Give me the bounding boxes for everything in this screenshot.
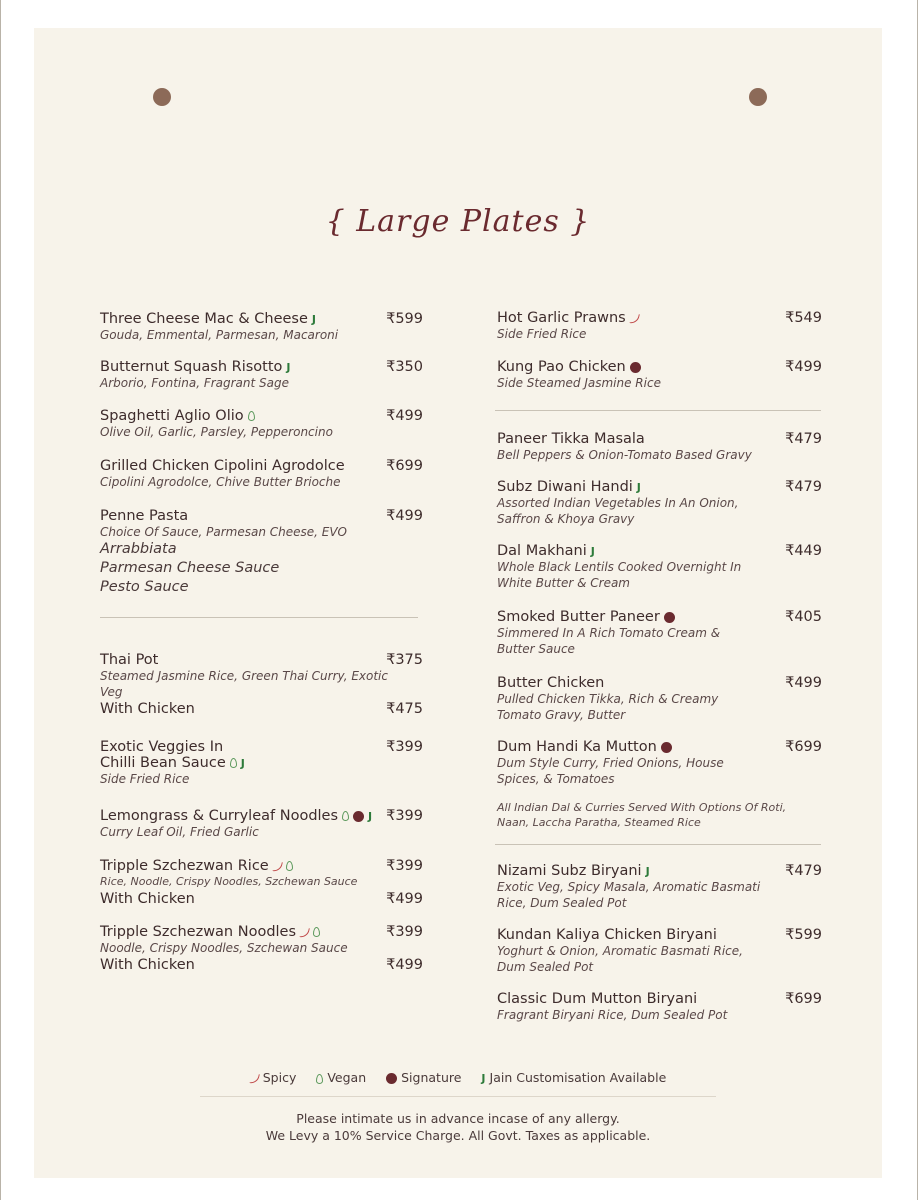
menu-item-aglio-olio xyxy=(100,408,423,440)
item-name: Thai Pot xyxy=(100,652,159,668)
menu-item-mac-cheese xyxy=(100,311,423,343)
signature-icon xyxy=(353,811,364,822)
item-name: Three Cheese Mac & Cheese xyxy=(100,311,308,327)
item-name: Butter Chicken xyxy=(497,675,605,691)
item-name: Smoked Butter Paneer xyxy=(497,609,660,625)
item-name: Spaghetti Aglio Olio xyxy=(100,408,244,424)
item-description: Pulled Chicken Tikka, Rich & Creamy Tomato Gravy, Butter xyxy=(497,692,719,722)
item-description: Assorted Indian Vegetables In An Onion, Saffron & Khoya Gravy xyxy=(497,496,739,526)
sauce-option: Pesto Sauce xyxy=(100,579,189,595)
item-description: Yoghurt & Onion, Aromatic Basmati Rice, Dum Sealed Pot xyxy=(497,944,743,974)
item-price: ₹375 xyxy=(386,652,423,668)
jain-icon: J xyxy=(636,480,641,494)
legend xyxy=(34,1070,882,1085)
item-price: ₹405 xyxy=(785,609,822,625)
legend-jain: J Jain Customisation Available xyxy=(481,1070,667,1085)
legend-signature: Signature xyxy=(386,1070,461,1085)
item-price: ₹499 xyxy=(785,675,822,691)
item-price: ₹499 xyxy=(386,508,423,524)
section-title: { Large Plates } xyxy=(325,204,591,239)
item-name: Tripple Szchezwan Rice xyxy=(100,858,269,874)
punch-hole-left xyxy=(153,88,171,106)
menu-item-cipolini xyxy=(100,458,423,490)
item-description: Side Fried Rice xyxy=(100,772,190,786)
menu-item-dal-makhani xyxy=(497,543,822,591)
item-price: ₹699 xyxy=(785,739,822,755)
item-variant-price: ₹499 xyxy=(386,891,423,907)
menu-item-dum-handi-mutton xyxy=(497,739,822,787)
menu-item-szchezwan-rice xyxy=(100,858,423,907)
frame-border-left xyxy=(0,0,1,1200)
item-description: Exotic Veg, Spicy Masala, Aromatic Basmati Rice, Dum Sealed Pot xyxy=(497,880,761,910)
signature-icon xyxy=(661,742,672,753)
item-description: Steamed Jasmine Rice, Green Thai Curry, Exotic Veg xyxy=(100,669,388,699)
item-price: ₹449 xyxy=(785,543,822,559)
section-divider xyxy=(495,844,821,845)
menu-item-dum-mutton-biryani xyxy=(497,991,822,1023)
menu-item-kundan-biryani xyxy=(497,927,822,975)
item-description: Rice, Noodle, Crispy Noodles, Szchewan Sauce xyxy=(100,875,358,888)
item-description: Whole Black Lentils Cooked Overnight In White Butter & Cream xyxy=(497,560,742,590)
item-description: Dum Style Curry, Fried Onions, House Spices, & Tomatoes xyxy=(497,756,724,786)
section-divider xyxy=(100,617,418,618)
jain-icon: J xyxy=(481,1072,486,1085)
curry-note: All Indian Dal & Curries Served With Options Of Roti, Naan, Laccha Paratha, Steamed Rice xyxy=(497,801,787,829)
item-name: Butternut Squash Risotto xyxy=(100,359,283,375)
menu-item-smoked-paneer xyxy=(497,609,822,657)
menu-item-thai-pot xyxy=(100,652,423,717)
menu-item-szchezwan-noodles xyxy=(100,924,423,973)
jain-icon: J xyxy=(240,756,245,770)
section-divider xyxy=(495,410,821,411)
item-description: Simmered In A Rich Tomato Cream & Butter Sauce xyxy=(497,626,721,656)
legend-spicy: Spicy xyxy=(250,1070,297,1085)
item-price: ₹399 xyxy=(386,858,423,874)
vegan-icon xyxy=(316,1074,323,1084)
menu-item-butter-chicken xyxy=(497,675,822,723)
item-name: Hot Garlic Prawns xyxy=(497,310,626,326)
vegan-icon xyxy=(230,758,237,768)
jain-icon: J xyxy=(645,864,650,878)
item-name: Kung Pao Chicken xyxy=(497,359,626,375)
menu-page xyxy=(34,28,882,1178)
signature-icon xyxy=(664,612,675,623)
item-description: Cipolini Agrodolce, Chive Butter Brioche xyxy=(100,475,341,489)
sauce-option: Arrabbiata xyxy=(100,541,177,557)
menu-item-lemongrass-noodles xyxy=(100,808,423,840)
item-name: Subz Diwani Handi xyxy=(497,479,633,495)
item-variant-price: ₹499 xyxy=(386,957,423,973)
jain-icon: J xyxy=(590,544,595,558)
chili-icon xyxy=(249,1072,260,1084)
item-price: ₹479 xyxy=(785,479,822,495)
menu-item-subz-diwani xyxy=(497,479,822,527)
item-description: Olive Oil, Garlic, Parsley, Pepperoncino xyxy=(100,425,333,439)
item-name: Dum Handi Ka Mutton xyxy=(497,739,657,755)
item-name: Grilled Chicken Cipolini Agrodolce xyxy=(100,458,345,474)
menu-item-risotto xyxy=(100,359,423,391)
item-description: Side Steamed Jasmine Rice xyxy=(497,376,661,390)
item-price: ₹699 xyxy=(386,458,423,474)
item-name: Tripple Szchezwan Noodles xyxy=(100,924,297,940)
item-description: Side Fried Rice xyxy=(497,327,587,341)
item-description: Noodle, Crispy Noodles, Szchewan Sauce xyxy=(100,941,348,955)
legend-vegan: Vegan xyxy=(316,1070,366,1085)
item-price: ₹479 xyxy=(785,431,822,447)
item-variant: With Chicken xyxy=(100,701,195,717)
vegan-icon xyxy=(342,811,349,821)
item-price: ₹499 xyxy=(785,359,822,375)
item-name: Exotic Veggies In xyxy=(100,739,224,755)
item-name: Kundan Kaliya Chicken Biryani xyxy=(497,927,717,943)
jain-icon: J xyxy=(286,360,291,374)
sauce-option: Parmesan Cheese Sauce xyxy=(100,560,280,576)
item-description: Curry Leaf Oil, Fried Garlic xyxy=(100,825,259,839)
chili-icon xyxy=(629,312,640,324)
item-price: ₹399 xyxy=(386,808,423,824)
legend-divider xyxy=(200,1096,716,1097)
item-variant-price: ₹475 xyxy=(386,701,423,717)
signature-icon xyxy=(630,362,641,373)
menu-item-kung-pao xyxy=(497,359,822,391)
item-price: ₹599 xyxy=(386,311,423,327)
item-name: Nizami Subz Biryani xyxy=(497,863,642,879)
item-name: Penne Pasta xyxy=(100,508,189,524)
signature-icon xyxy=(386,1073,397,1084)
jain-icon: J xyxy=(368,809,373,823)
item-description: Choice Of Sauce, Parmesan Cheese, EVO xyxy=(100,525,347,539)
menu-item-nizami-biryani xyxy=(497,863,822,911)
footer xyxy=(34,1110,882,1144)
item-name: Paneer Tikka Masala xyxy=(497,431,645,447)
jain-icon: J xyxy=(311,312,317,326)
chili-icon xyxy=(299,926,310,938)
menu-item-garlic-prawns xyxy=(497,310,822,342)
item-price: ₹499 xyxy=(386,408,423,424)
chili-icon xyxy=(272,860,283,872)
allergy-note: Please intimate us in advance incase of any allergy. xyxy=(296,1111,620,1126)
item-price: ₹399 xyxy=(386,924,423,940)
item-description: Arborio, Fontina, Fragrant Sage xyxy=(100,376,290,390)
item-price: ₹350 xyxy=(386,359,423,375)
item-description: Fragrant Biryani Rice, Dum Sealed Pot xyxy=(497,1008,728,1022)
item-name: Dal Makhani xyxy=(497,543,587,559)
item-price: ₹549 xyxy=(785,310,822,326)
service-charge-note: We Levy a 10% Service Charge. All Govt. Taxes as applicable. xyxy=(265,1128,651,1143)
vegan-icon xyxy=(286,861,293,871)
item-price: ₹699 xyxy=(785,991,822,1007)
item-name-line2: Chilli Bean Sauce xyxy=(100,755,226,771)
menu-item-exotic-veggies xyxy=(100,739,423,787)
item-price: ₹479 xyxy=(785,863,822,879)
item-description: Gouda, Emmental, Parmesan, Macaroni xyxy=(100,328,339,342)
punch-hole-right xyxy=(749,88,767,106)
item-variant: With Chicken xyxy=(100,957,195,973)
item-price: ₹599 xyxy=(785,927,822,943)
menu-item-paneer-tikka xyxy=(497,431,822,463)
item-name: Classic Dum Mutton Biryani xyxy=(497,991,698,1007)
item-price: ₹399 xyxy=(386,739,423,755)
vegan-icon xyxy=(248,411,255,421)
item-variant: With Chicken xyxy=(100,891,195,907)
vegan-icon xyxy=(313,927,320,937)
menu-item-penne xyxy=(100,508,423,597)
item-name: Lemongrass & Curryleaf Noodles xyxy=(100,808,339,824)
item-description: Bell Peppers & Onion-Tomato Based Gravy xyxy=(497,448,752,462)
